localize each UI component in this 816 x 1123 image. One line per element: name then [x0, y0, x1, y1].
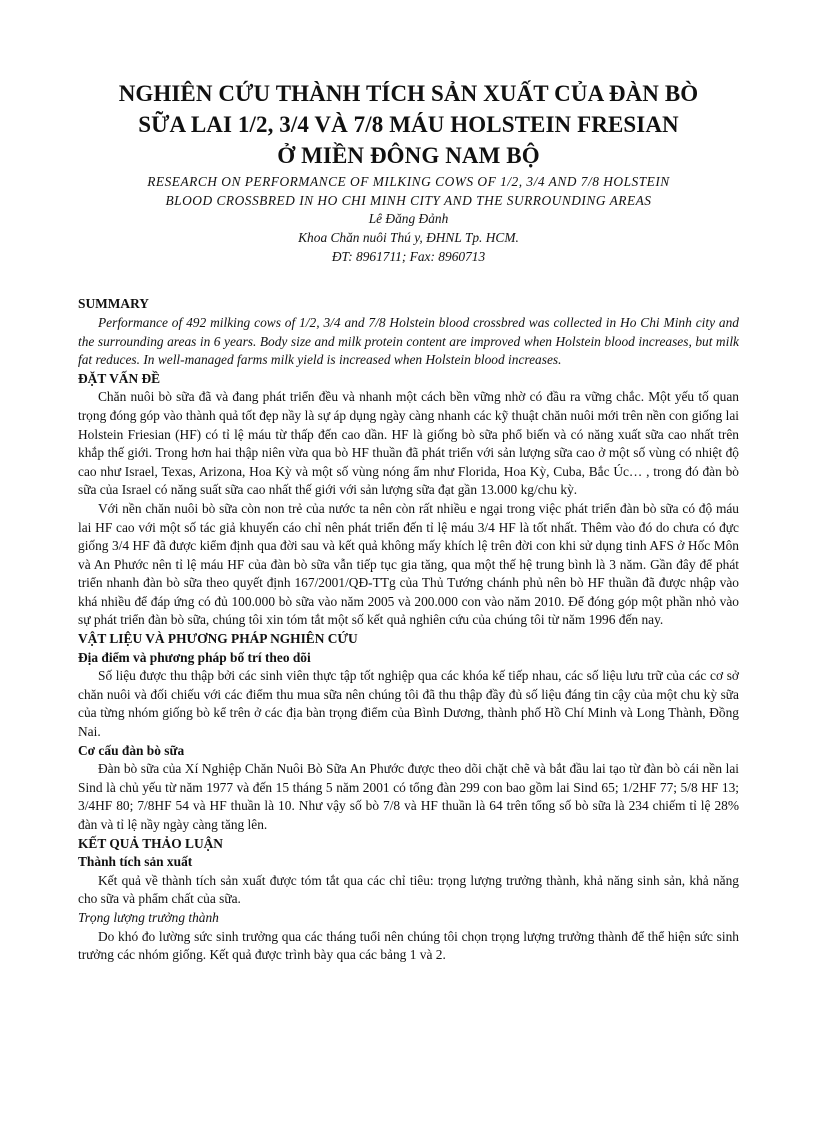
- intro-paragraph-1: Chăn nuôi bò sữa đã và đang phát triển đều và nhanh một cách bền vững nhờ có đầu ra vững chắc. Một yếu tố quan trọng đóng góp vào thành quả tốt đẹp nầy là sự áp dụng ngày càng nhanh các kỹ thuật chăn nuôi mới trên nền con giống lai Holstein Friesian (HF) có tỉ lệ máu từ thấp đến cao dần. HF là giống bò sữa phổ biến và có năng xuất sữa cao nhất trên khắp thế giới. Trong hơn hai thập niên vừa qua bò HF thuần đã phát triển với sản lượng sữa cao ở một số vùng có nhiệt độ cao như Israel, Texas, Arizona, Hoa Kỳ và một số vùng nóng ẩm như Florida, Hoa Kỳ, Cuba, Bắc Úc… , trong đó đàn bò sữa của Israel có năng suất sữa cao nhất thế giới với sản lượng sữa đạt gần 13.000 kg/chu kỳ.: [78, 389, 739, 498]
- intro-paragraph-2: Với nền chăn nuôi bò sữa còn non trẻ của nước ta nên còn rất nhiều e ngại trong việc phát triển đàn bò sữa có độ máu lai HF cao với một số tác giả khuyến cáo chỉ nên phát triển đến tỉ lệ máu 3/4 HF là tốt nhất. Thêm vào đó do chưa có đực giống 3/4 HF đã được kiểm định qua đời sau và kết quả không mấy khích lệ trên đời con khi sử dụng tinh AFS ở Hốc Môn và An Phước nên tỉ lệ máu HF của đàn bò sữa vẫn tiếp tục gia tăng, qua một thế hệ trung bình là 3 năm. Gần đây để phát triển nhanh đàn bò sữa theo quyết định 167/2001/QĐ-TTg của Thủ Tướng chánh phủ nên bò HF thuần đã được nhập vào khá nhiều để đáp ứng có đủ 100.000 bò sữa vào năm 2005 và 200.000 con vào năm 2010. Để đóng góp một phần nhỏ vào sự phát triển đàn bò sữa, chúng tôi xin tóm tắt một số kết quả nghiên cứu của chúng tôi từ năm 1996 đến nay.: [78, 500, 739, 628]
- title-line-3: Ở MIỀN ĐÔNG NAM BỘ: [277, 143, 540, 168]
- results-paragraph-2: Do khó đo lường sức sinh trưởng qua các tháng tuổi nên chúng tôi chọn trọng lượng trưởng thành để thể hiện sức sinh trưởng các nhóm giống. Kết quả được trình bày qua các bảng 1 và 2.: [78, 928, 739, 963]
- results-paragraph-1: Kết quả về thành tích sản xuất được tóm tắt qua các chỉ tiêu: trọng lượng trưởng thành, khả năng sinh sản, khả năng cho sữa và phẩm chất của sữa.: [78, 872, 739, 907]
- author-affiliation: Khoa Chăn nuôi Thú y, ĐHNL Tp. HCM.: [298, 229, 519, 245]
- title-line-2: SỮA LAI 1/2, 3/4 VÀ 7/8 MÁU HOLSTEIN FRESIAN: [138, 112, 679, 137]
- results-subheading-performance: Thành tích sản xuất: [78, 854, 193, 870]
- english-title-line-2: BLOOD CROSSBRED IN HO CHI MINH CITY AND THE SURROUNDING AREAS: [165, 193, 652, 208]
- methods-heading: VẬT LIỆU VÀ PHƯƠNG PHÁP NGHIÊN CỨU: [78, 631, 358, 647]
- summary-text: Performance of 492 milking cows of 1/2, 3/4 and 7/8 Holstein blood crossbred was collected in Ho Chi Minh city and the surrounding areas in 6 years. Body size and milk protein content are improved when Holstein blood increases, but milk fat reduces. In well-managed farms milk yield is increased when Holstein blood increases.: [78, 314, 739, 368]
- methods-subheading-location: Địa điểm và phương pháp bố trí theo dõi: [78, 649, 311, 665]
- intro-heading: ĐẶT VẤN ĐỀ: [78, 370, 161, 386]
- methods-subheading-herd: Cơ cấu đàn bò sữa: [78, 742, 185, 758]
- methods-paragraph-1: Số liệu được thu thập bởi các sinh viên thực tập tốt nghiệp qua các khóa kế tiếp nhau, các số liệu lưu trữ của các cơ sở chăn nuôi và đối chiếu với các điểm thu mua sữa nên chúng tôi đã thu thập đầy đủ số liệu đáng tin cậy của một chu kỳ sữa của từng nhóm giống bò kể trên ở các địa bàn trọng điểm của Bình Dương, thành phố Hồ Chí Minh và Long Thành, Đồng Nai.: [78, 668, 739, 740]
- title-line-1: NGHIÊN CỨU THÀNH TÍCH SẢN XUẤT CỦA ĐÀN BÒ: [118, 81, 699, 106]
- methods-paragraph-2: Đàn bò sữa của Xí Nghiệp Chăn Nuôi Bò Sữa An Phước được theo dõi chặt chẽ và bắt đầu lai tạo từ đàn bò cái nền lai Sind là chủ yếu từ năm 1977 và đến 15 tháng 5 năm 2001 có tổng đàn 299 con bao gồm lai Sind 65; 1/2HF 77; 5/8 HF 13; 3/4HF 80; 7/8HF 54 và HF thuần là 10. Như vậy số bò 7/8 và HF thuần là 64 trên tổng số bò sữa là 234 chiếm tỉ lệ 28% đàn và tỉ lệ nầy ngày càng tăng lên.: [78, 761, 739, 833]
- paper-title: [78, 78, 739, 171]
- spacer: [78, 266, 739, 295]
- paper-page: [78, 78, 739, 965]
- results-subheading-weight: Trọng lượng trưởng thành: [78, 909, 219, 925]
- results-heading: KẾT QUẢ THẢO LUẬN: [78, 835, 223, 851]
- english-title: [78, 172, 739, 210]
- english-title-line-1: RESEARCH ON PERFORMANCE OF MILKING COWS OF 1/2, 3/4 AND 7/8 HOLSTEIN: [147, 174, 670, 189]
- author-name: Lê Đăng Đảnh: [368, 211, 449, 226]
- author-contact: ĐT: 8961711; Fax: 8960713: [331, 248, 486, 264]
- author-block: [78, 210, 739, 266]
- summary-heading: SUMMARY: [78, 296, 149, 312]
